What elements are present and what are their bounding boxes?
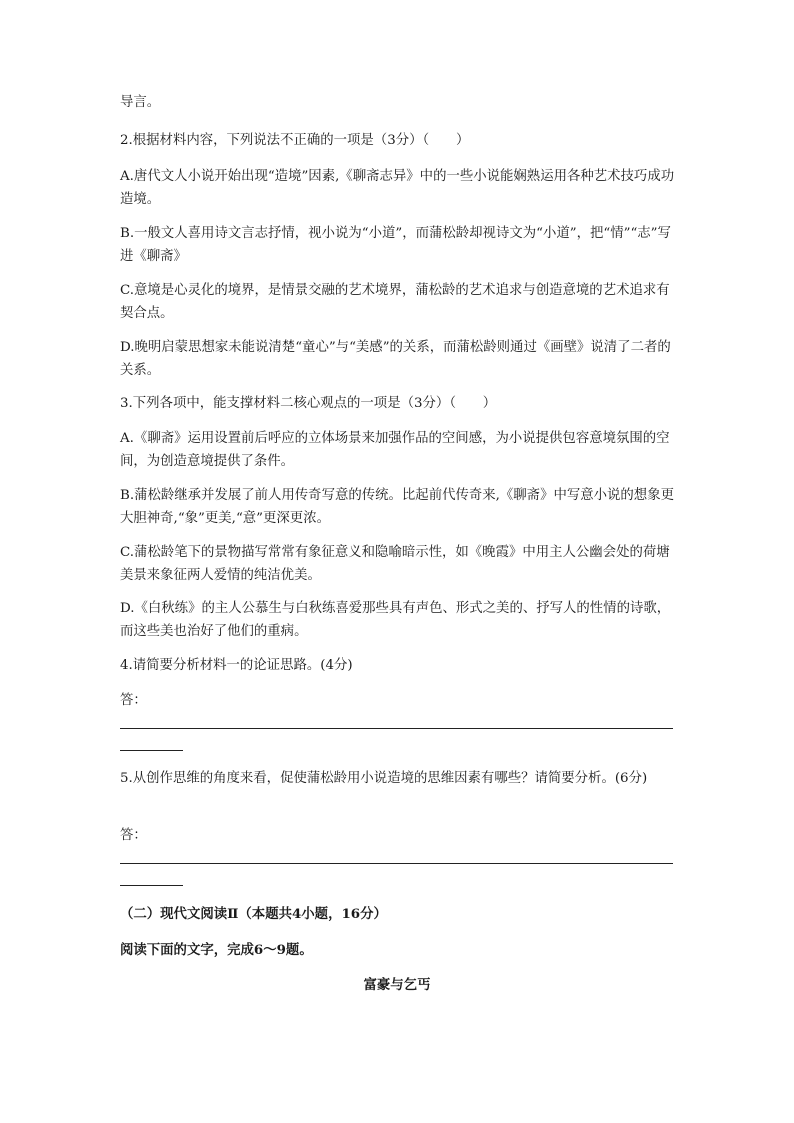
- section-instruction: 阅读下面的文字，完成6～9题。: [120, 942, 313, 958]
- answer-line-4: [120, 728, 673, 729]
- question-2-option-a: A.唐代文人小说开始出现“造境”因素,《聊斋志异》中的一些小说能娴熟运用各种艺术技巧成功造境。: [120, 169, 675, 207]
- question-3-option-d: D.《白秋练》的主人公慕生与白秋练喜爱那些具有声色、形式之美的、抒写人的性情的诗歌，而这些美也治好了他们的重病。: [120, 601, 671, 639]
- section-heading: （二）现代文阅读Ⅱ（本题共4小题，16分）: [120, 906, 387, 922]
- answer-label-4: 答：: [120, 693, 147, 708]
- answer-line-4-short: [120, 750, 183, 751]
- question-2: 2.根据材料内容，下列说法不正确的一项是（3分）（ ）: [120, 133, 470, 148]
- answer-line-5: [120, 863, 673, 864]
- question-3-option-c: C.蒲松龄笔下的景物描写常常有象征意义和隐喻暗示性，如《晚霞》中用主人公幽会处的荷塘美景来象征两人爱情的纯洁优美。: [120, 545, 670, 583]
- answer-label-5: 答：: [120, 828, 147, 843]
- paragraph-intro-end: 导言。: [120, 95, 161, 110]
- question-3-option-a: A.《聊斋》运用设置前后呼应的立体场景来加强作品的空间感，为小说提供包容意境氛围的空间，为创造意境提供了条件。: [120, 431, 670, 469]
- question-2-option-d: D.晚明启蒙思想家未能说清楚“童心”与“美感”的关系，而蒲松龄则通过《画壁》说清了二者的关系。: [120, 340, 671, 378]
- question-4: 4.请简要分析材料一的论证思路。(4分): [120, 658, 353, 673]
- question-2-option-c: C.意境是心灵化的境界，是情景交融的艺术境界，蒲松龄的艺术追求与创造意境的艺术追求有契合点。: [120, 283, 670, 321]
- passage-title: 富豪与乞丐: [363, 977, 431, 993]
- question-5: 5.从创作思维的角度来看，促使蒲松龄用小说造境的思维因素有哪些？请简要分析。(6分): [120, 771, 648, 786]
- question-2-option-b: B.一般文人喜用诗文言志抒情，视小说为“小道”，而蒲松龄却视诗文为“小道”，把“情”“志”写进《聊斋》: [120, 226, 671, 264]
- question-3-option-b: B.蒲松龄继承并发展了前人用传奇写意的传统。比起前代传奇来,《聊斋》中写意小说的想象更大胆神奇,“象”更美,“意”更深更浓。: [120, 488, 674, 526]
- answer-line-5-short: [120, 885, 183, 886]
- question-3: 3.下列各项中，能支撑材料二核心观点的一项是（3分）（ ）: [120, 396, 497, 411]
